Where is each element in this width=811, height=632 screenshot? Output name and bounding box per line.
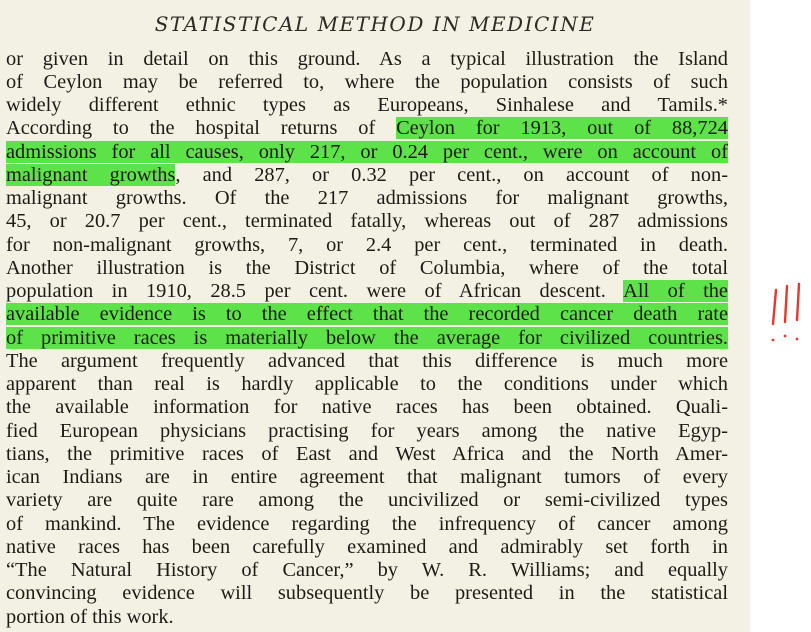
line-text: , and 287, or 0.32 per cent., on account of non- [175, 163, 729, 186]
text-line [6, 537, 728, 558]
text-line [6, 72, 728, 93]
text-line [6, 374, 728, 395]
line-text: malignant growths. Of the 217 admissions for malignant growths, [6, 187, 728, 209]
text-line [6, 444, 728, 465]
text-line [6, 304, 728, 325]
line-text: portion of this work. [6, 605, 174, 628]
highlighted-text: available evidence is to the effect that the recorded cancer death rate [6, 303, 728, 326]
text-line [6, 165, 728, 186]
text-line [6, 118, 728, 139]
text-line [6, 49, 728, 70]
text-line [6, 514, 728, 535]
text-line [6, 351, 728, 372]
line-text: for non-malignant growths, 7, or 2.4 per cent., terminated in death. [6, 233, 728, 256]
handwritten-exclamation-mark [770, 282, 810, 352]
line-text: According to the hospital returns of [6, 117, 397, 140]
line-text: “The Natural History of Cancer,” by W. R. Williams; and equally [6, 559, 728, 581]
text-line [6, 188, 728, 209]
line-text: variety are quite rare among the uncivilized or semi-civilized types [6, 489, 728, 512]
line-text: or given in detail on this ground. As a typical illustration the Island [6, 47, 728, 70]
line-text: tians, the primitive races of East and West Africa and the North Amer- [6, 442, 728, 465]
text-line [6, 467, 728, 488]
text-line [6, 258, 728, 279]
line-text: fied European physicians practising for years among the native Egyp- [6, 419, 728, 442]
text-line [6, 328, 728, 349]
line-text: of Ceylon may be referred to, where the population consists of such [6, 70, 728, 93]
line-text: apparent than real is hardly applicable to the conditions under which [6, 373, 728, 395]
highlighted-text: admissions for all causes, only 217, or 0.24 per cent., were on account of [6, 140, 728, 163]
text-line [6, 583, 728, 604]
text-line [6, 607, 728, 628]
text-line [6, 490, 728, 511]
text-line [6, 211, 728, 232]
text-line [6, 281, 728, 302]
text-line [6, 397, 728, 418]
line-text: of mankind. The evidence regarding the infrequency of cancer among [6, 512, 728, 535]
text-line [6, 235, 728, 256]
highlighted-text: malignant growths [6, 163, 176, 186]
text-line [6, 560, 728, 581]
running-head: STATISTICAL METHOD IN MEDICINE [154, 12, 596, 36]
text-line [6, 421, 728, 442]
line-text: The argument frequently advanced that this difference is much more [6, 349, 728, 372]
highlighted-text: All of the [623, 280, 728, 302]
line-text: the available information for native races has been obtained. Quali- [6, 396, 728, 419]
highlighted-text: of primitive races is materially below the average for civilized countries. [6, 326, 728, 349]
line-text: Another illustration is the District of Columbia, where of the total [6, 256, 728, 279]
highlighted-text: Ceylon for 1913, out of 88,724 [396, 117, 728, 140]
text-line [6, 142, 728, 163]
line-text: 45, or 20.7 per cent., terminated fatally, whereas out of 287 admissions [6, 210, 728, 233]
line-text: widely different ethnic types as Europeans, Sinhalese and Tamils.* [6, 94, 728, 116]
line-text: ican Indians are in entire agreement that malignant tumors of every [6, 466, 728, 488]
line-text: convincing evidence will subsequently be presented in the statistical [6, 582, 728, 605]
text-line [6, 95, 728, 116]
line-text: population in 1910, 28.5 per cent. were of African descent. [6, 280, 624, 302]
line-text: native races has been carefully examined and admirably set forth in [6, 535, 728, 558]
